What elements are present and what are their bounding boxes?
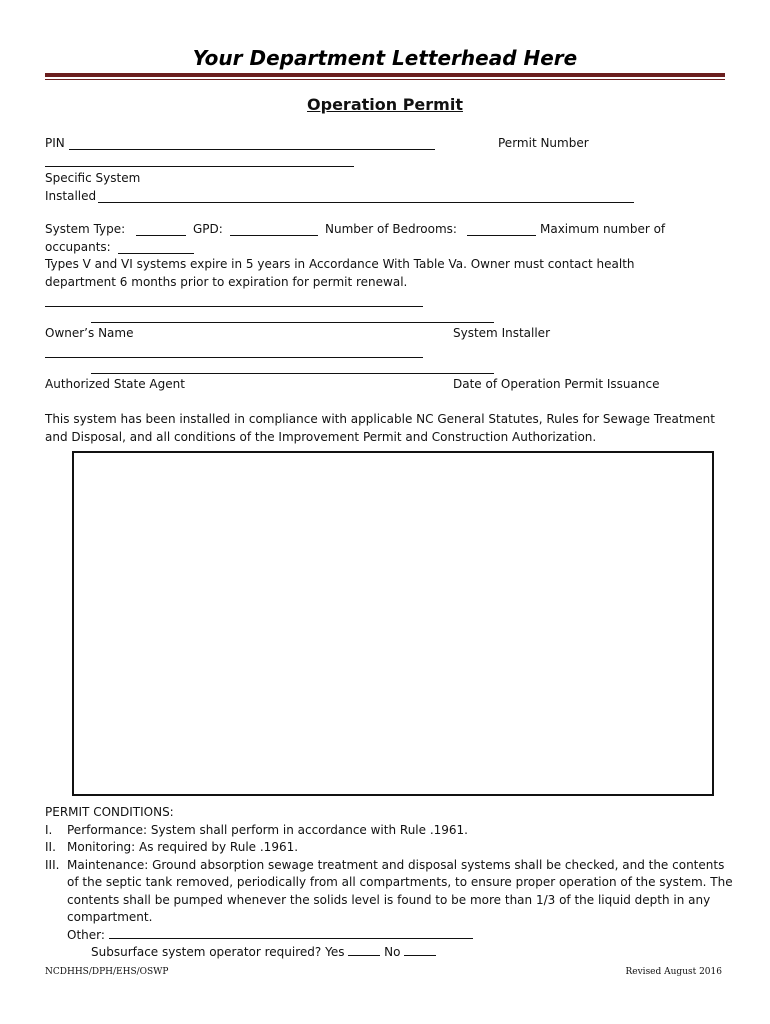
- condition-item: [45, 822, 735, 840]
- permit-conditions: [45, 804, 735, 962]
- bedrooms-label: Number of Bedrooms:: [325, 222, 457, 236]
- specific-system-label: Specific System: [45, 171, 141, 185]
- operator-row: [45, 944, 735, 962]
- permit-number-field[interactable]: [45, 166, 354, 167]
- system-type-label: System Type:: [45, 222, 126, 236]
- compliance-statement: This system has been installed in compliance with applicable NC General Statutes, Rules for Sewage Treatment and Disposal, and all conditions of the Improvement Permit and Construction Authorization.: [45, 412, 715, 444]
- max-occupants-label: Maximum number of: [540, 222, 666, 236]
- operator-yes-field[interactable]: [348, 944, 380, 956]
- expiry-note: Types V and VI systems expire in 5 years in Accordance With Table Va. Owner must contact health department 6 months prior to expiration for permit renewal.: [45, 257, 635, 289]
- owner-name-label: Owner’s Name: [45, 326, 134, 340]
- condition-number: II.: [45, 840, 56, 854]
- pin-field[interactable]: [69, 149, 435, 150]
- occupants-field[interactable]: [118, 253, 194, 254]
- other-row: [45, 927, 735, 945]
- operator-no-field[interactable]: [404, 944, 436, 956]
- letterhead-rule-thick: [45, 73, 725, 77]
- permit-number-label: Permit Number: [498, 136, 589, 150]
- pin-label: PIN: [45, 136, 65, 150]
- other-field[interactable]: [109, 927, 473, 939]
- system-installer-label: System Installer: [453, 326, 551, 340]
- issuance-date-label: Date of Operation Permit Issuance: [453, 377, 660, 391]
- bedrooms-field[interactable]: [467, 235, 536, 236]
- site-sketch-box[interactable]: [72, 451, 714, 796]
- condition-number: I.: [45, 822, 53, 837]
- agent-signature-line[interactable]: [45, 357, 423, 358]
- operator-question: Subsurface system operator required? Yes: [91, 945, 345, 959]
- issuance-date-line[interactable]: [91, 373, 494, 374]
- gpd-label: GPD:: [193, 222, 223, 236]
- condition-text: Performance: System shall perform in accordance with Rule .1961.: [67, 822, 468, 837]
- other-label: Other:: [67, 927, 105, 942]
- condition-item: [45, 839, 735, 857]
- specific-system-label-2: Installed: [45, 189, 97, 203]
- conditions-heading: PERMIT CONDITIONS:: [45, 805, 174, 819]
- occupants-label: occupants:: [45, 240, 111, 254]
- state-agent-label: Authorized State Agent: [45, 377, 185, 391]
- condition-text: Maintenance: Ground absorption sewage treatment and disposal systems shall be checked, and the contents of the septic tank removed, periodically from all compartments, to ensure proper operation of the system. The contents shall be pumped whenever the solids level is found to be more than 1/3 of the liquid depth in any compartment.: [67, 857, 733, 924]
- owner-signature-line[interactable]: [45, 306, 423, 307]
- installer-signature-line[interactable]: [91, 322, 494, 323]
- condition-item: [45, 857, 735, 927]
- footer-right: Revised August 2016: [625, 967, 722, 977]
- letterhead: Your Department Letterhead Here: [192, 46, 578, 70]
- condition-number: III.: [45, 857, 60, 872]
- letterhead-rule-thin: [45, 79, 725, 80]
- specific-system-field[interactable]: [98, 202, 634, 203]
- gpd-field[interactable]: [230, 235, 318, 236]
- operator-no-label: No: [384, 945, 401, 959]
- footer-left: NCDHHS/DPH/EHS/OSWP: [45, 967, 169, 977]
- condition-text: Monitoring: As required by Rule .1961.: [67, 840, 299, 854]
- page-title: Operation Permit: [307, 95, 463, 114]
- system-type-field[interactable]: [136, 235, 186, 236]
